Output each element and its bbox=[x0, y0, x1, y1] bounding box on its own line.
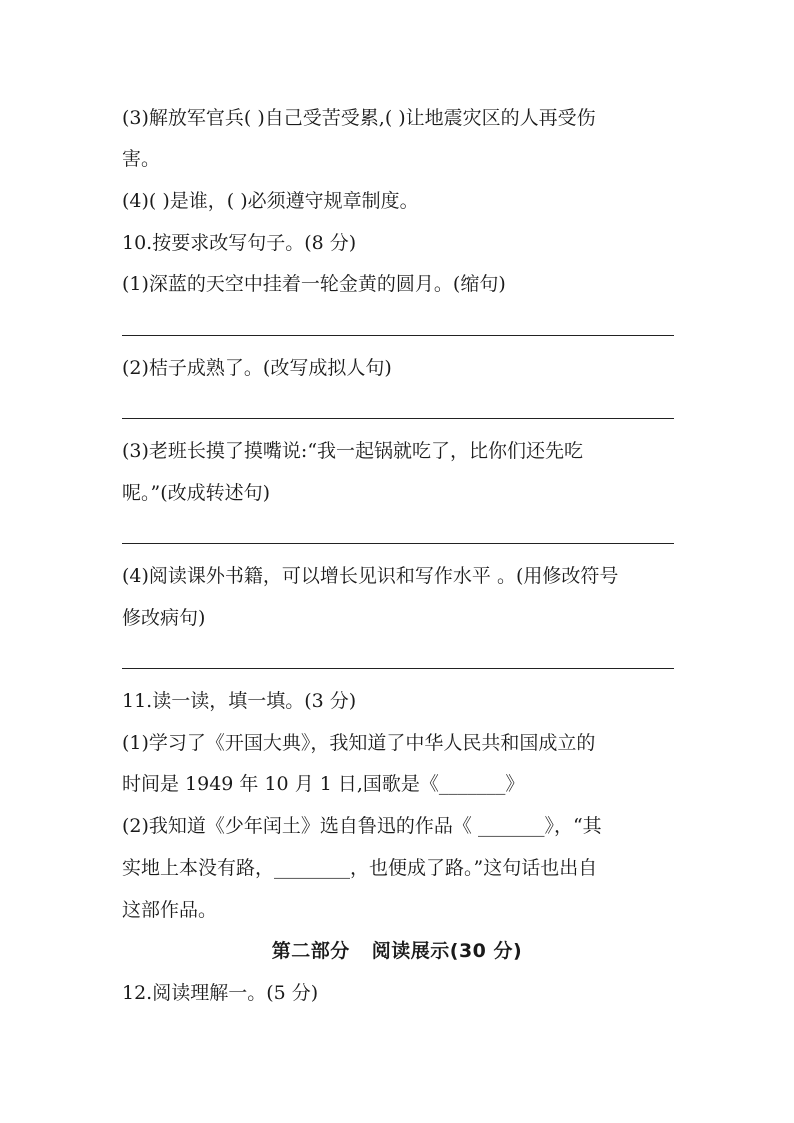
q10-item3-line1: (3)老班长摸了摸嘴说:“我一起锅就吃了，比你们还先吃 bbox=[122, 440, 584, 462]
q11-item1-line1: (1)学习了《开国大典》，我知道了中华人民共和国成立的 bbox=[122, 732, 596, 754]
q11-item1-line2: 时间是 1949 年 10 月 1 日,国歌是《_______》 bbox=[122, 773, 525, 795]
q10-item4-line2: 修改病句) bbox=[122, 607, 206, 629]
q10-item2-answer-line[interactable] bbox=[122, 418, 674, 419]
q10-item2: (2)桔子成熟了。(改写成拟人句) bbox=[122, 357, 392, 379]
q11-item2-line1: (2)我知道《少年闰土》选自鲁迅的作品《 _______》，“其 bbox=[122, 815, 602, 837]
q10-item3-answer-line[interactable] bbox=[122, 543, 674, 544]
q9-item3-line2: 害。 bbox=[122, 148, 161, 170]
q10-item3-line2: 呢。”(改成转述句) bbox=[122, 482, 271, 504]
section2-title-name: 阅读展示(30 分) bbox=[371, 940, 523, 962]
section2-title bbox=[0, 938, 794, 964]
q11-item2-line2: 实地上本没有路，________，也便成了路。”这句话也出自 bbox=[122, 857, 598, 879]
q11-item2-line3: 这部作品。 bbox=[122, 899, 218, 921]
q10-item1-answer-line[interactable] bbox=[122, 335, 674, 336]
q10-item4-answer-line[interactable] bbox=[122, 668, 674, 669]
q9-item4: (4)( )是谁，( )必须遵守规章制度。 bbox=[122, 190, 419, 212]
q9-item3-line1 bbox=[122, 105, 678, 131]
q11-heading: 11.读一读，填一填。(3 分) bbox=[122, 690, 357, 712]
q12-heading: 12.阅读理解一。(5 分) bbox=[122, 982, 319, 1004]
q10-heading: 10.按要求改写句子。(8 分) bbox=[122, 232, 357, 254]
q10-item1: (1)深蓝的天空中挂着一轮金黄的圆月。(缩句) bbox=[122, 273, 506, 295]
q10-item4-line1: (4)阅读课外书籍，可以增长见识和写作水平 。(用修改符号 bbox=[122, 565, 619, 587]
q9-item3-line1-text: (3)解放军官兵( )自己受苦受累,( )让地震灾区的人再受伤 bbox=[122, 107, 596, 129]
section2-title-part: 第二部分 bbox=[271, 940, 350, 962]
